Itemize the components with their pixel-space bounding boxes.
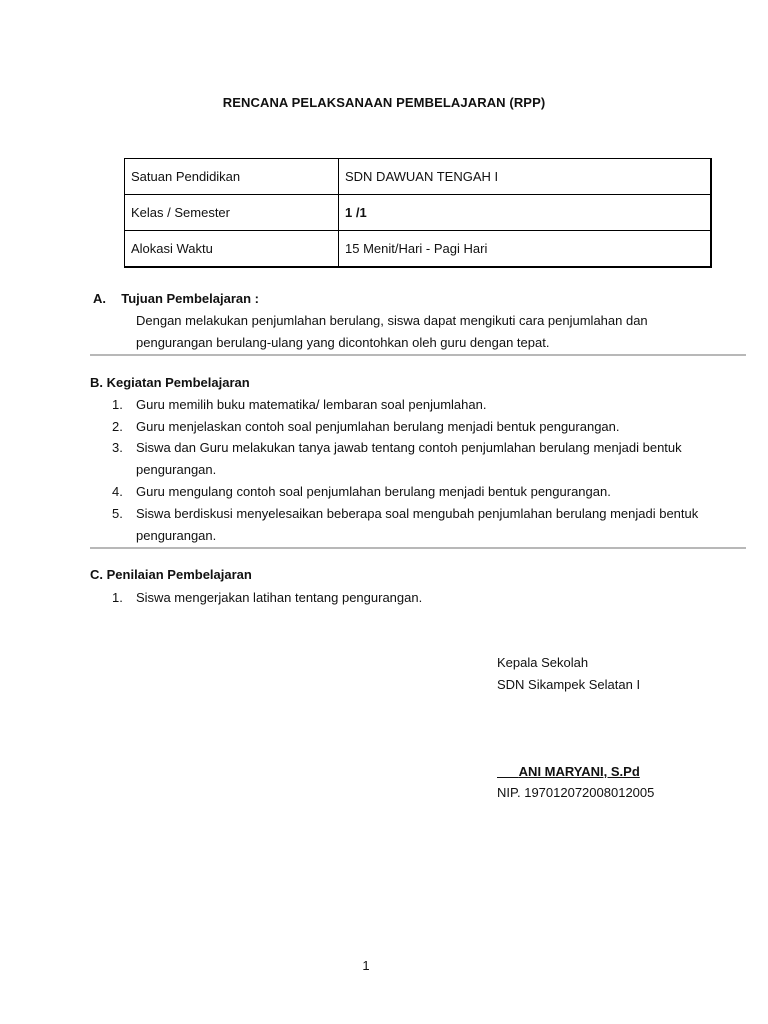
list-text: pengurangan. <box>136 462 217 477</box>
signature-name: ANI MARYANI, S.Pd <box>518 764 640 779</box>
list-text: Siswa berdiskusi menyelesaikan beberapa soal mengubah penjumlahan berulang menjadi bentuk <box>136 506 699 521</box>
list-text: Siswa dan Guru melakukan tanya jawab tentang contoh penjumlahan berulang menjadi bentuk <box>136 440 682 455</box>
list-number: 3. <box>112 440 123 455</box>
table-cell-label: Alokasi Waktu <box>125 231 339 268</box>
section-a-heading <box>93 291 259 306</box>
table-cell-value: 1 /1 <box>339 195 712 231</box>
list-number: 4. <box>112 484 123 499</box>
section-a-line-2: pengurangan berulang-ulang yang dicontohkan oleh guru dengan tepat. <box>136 335 550 350</box>
signature-school: SDN Sikampek Selatan I <box>497 677 641 692</box>
list-item <box>112 416 736 438</box>
signature-nip: NIP. 197012072008012005 <box>497 785 655 800</box>
list-item <box>112 394 736 416</box>
table-cell-label: Satuan Pendidikan <box>125 159 339 195</box>
section-c-heading: C. Penilaian Pembelajaran <box>90 567 252 582</box>
section-b-heading: B. Kegiatan Pembelajaran <box>90 375 250 390</box>
list-item <box>112 503 736 525</box>
list-text: pengurangan. <box>136 528 217 543</box>
section-a-marker: A. <box>93 291 106 306</box>
table-cell-value: 15 Menit/Hari - Pagi Hari <box>339 231 712 268</box>
list-text: Guru memilih buku matematika/ lembaran soal penjumlahan. <box>136 397 487 412</box>
list-item-continuation <box>112 525 736 547</box>
document-title: RENCANA PELAKSANAAN PEMBELAJARAN (RPP) <box>222 95 546 110</box>
table-row <box>125 159 712 195</box>
info-table <box>124 158 712 268</box>
table-row <box>125 195 712 231</box>
list-number: 5. <box>112 506 123 521</box>
list-item <box>112 437 736 459</box>
list-number: 2. <box>112 419 123 434</box>
section-a-line-1: Dengan melakukan penjumlahan berulang, siswa dapat mengikuti cara penjumlahan dan <box>136 313 648 328</box>
list-item <box>112 481 736 503</box>
page-number: 1 <box>362 958 370 973</box>
table-cell-value: SDN DAWUAN TENGAH I <box>339 159 712 195</box>
list-item-continuation <box>112 459 736 481</box>
signature-role: Kepala Sekolah <box>497 655 589 670</box>
table-row <box>125 231 712 268</box>
list-number: 1. <box>112 590 123 605</box>
section-divider <box>90 354 746 356</box>
list-number: 1. <box>112 397 123 412</box>
list-text: Guru mengulang contoh soal penjumlahan berulang menjadi bentuk pengurangan. <box>136 484 611 499</box>
signature-name-line <box>497 761 640 783</box>
section-divider <box>90 547 746 549</box>
list-text: Guru menjelaskan contoh soal penjumlahan berulang menjadi bentuk pengurangan. <box>136 419 620 434</box>
list-item <box>112 587 736 609</box>
list-text: Siswa mengerjakan latihan tentang pengurangan. <box>136 590 423 605</box>
table-cell-label: Kelas / Semester <box>125 195 339 231</box>
section-a-title: Tujuan Pembelajaran : <box>121 291 259 306</box>
